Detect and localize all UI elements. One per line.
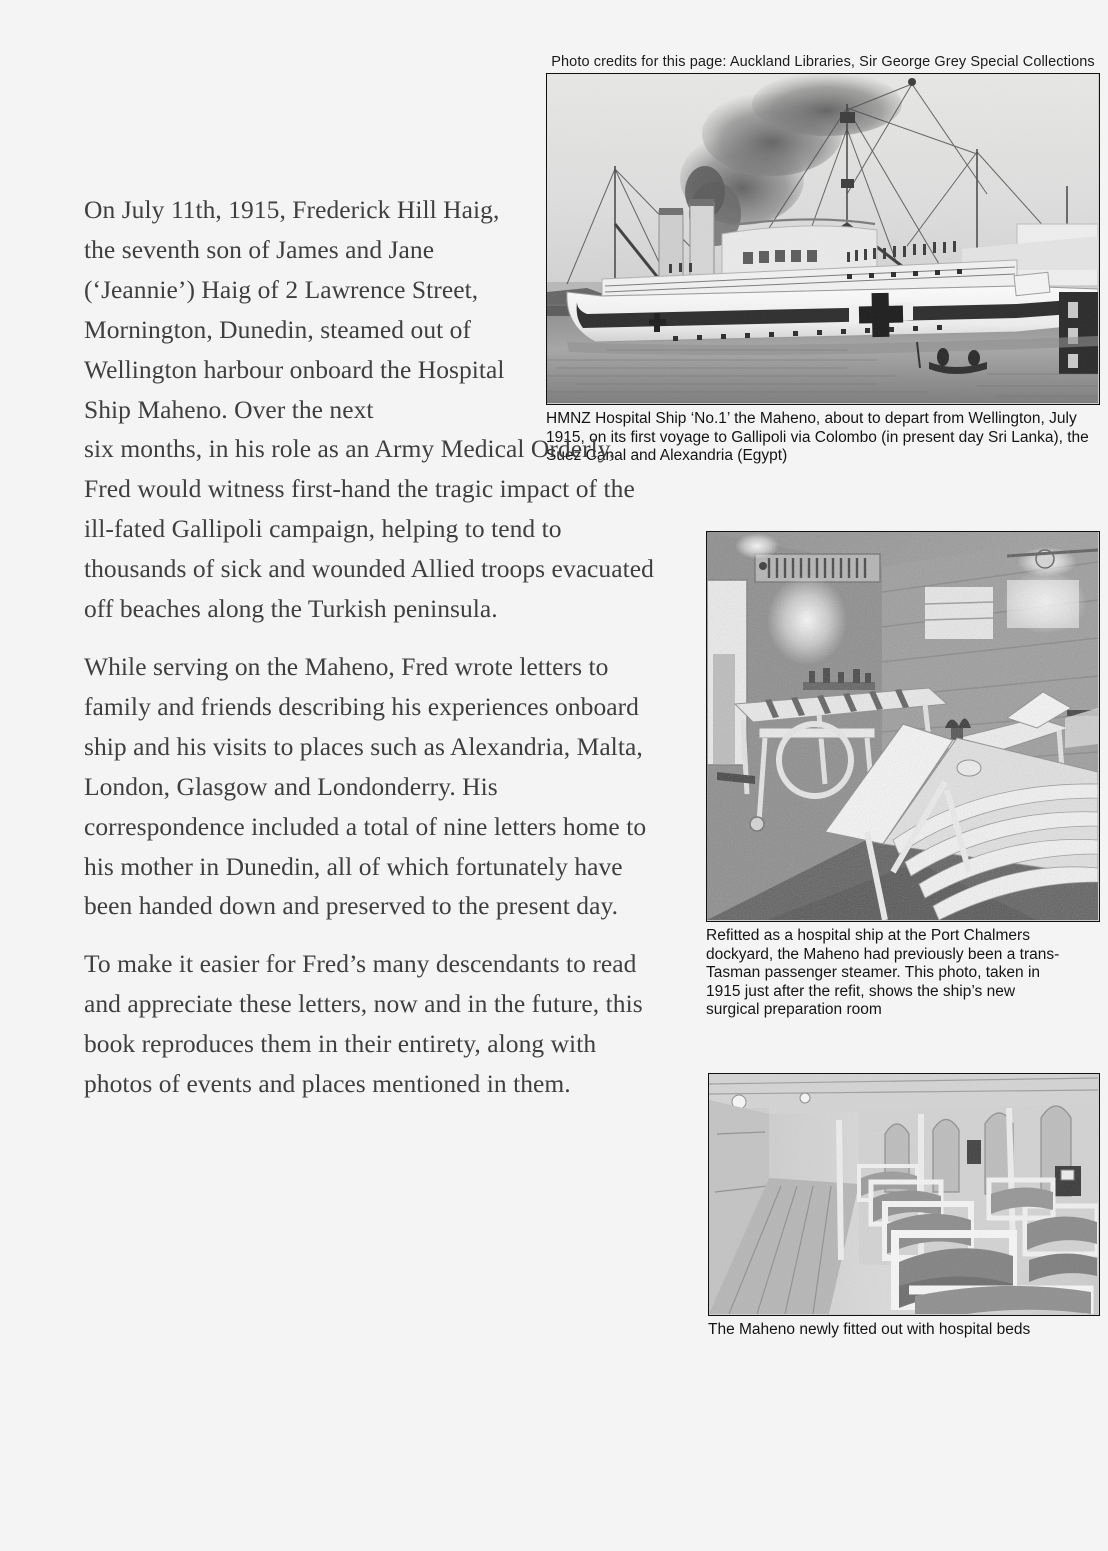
figure-surgical-room	[706, 531, 1100, 1020]
paragraph-intro-wide: six months, in his role as an Army Medical Orderly, Fred would witness first-hand the tragic impact of the ill-fated Gallipoli campaign, helping to tend to thousands of sick and wounded Allied troops evacuated off beaches along the Turkish peninsula.	[84, 434, 654, 624]
photo-credit-line: Photo credits for this page: Auckland Libraries, Sir George Grey Special Collections	[551, 54, 1095, 70]
paragraph-letters: While serving on the Maheno, Fred wrote letters to family and friends describing his experiences onboard ship and his visits to places such as Alexandria, Malta, London, Glasgow and Londonderry. His correspondence included a total of nine letters home to his mother in Dunedin, all of which fortunately have been handed down and preserved to the present day.	[84, 651, 647, 921]
figure-caption-hospital-ship: HMNZ Hospital Ship ‘No.1’ the Maheno, about to depart from Wellington, July 1915, on its first voyage to Gallipoli via Colombo (in present day Sri Lanka), the Suez Canal and Alexandria (Egypt)	[546, 410, 1089, 465]
surgical-preparation-room-photo	[706, 531, 1100, 922]
paragraph-intro	[84, 190, 664, 629]
body-text-column	[84, 190, 674, 1122]
paragraph-purpose: To make it easier for Fred’s many descendants to read and appreciate these letters, now and in the future, this book reproduces them in their entirety, along with photos of events and places mentioned in them.	[84, 949, 643, 1099]
hospital-ward-beds-photo	[708, 1073, 1100, 1316]
figure-caption-hospital-ward: The Maheno newly fitted out with hospital beds	[708, 1321, 1031, 1338]
figure-caption-surgical-room: Refitted as a hospital ship at the Port Chalmers dockyard, the Maheno had previously been a trans-Tasman passenger steamer. This photo, taken in 1915 just after the refit, shows the ship’s new surgical preparation room	[706, 927, 1060, 1019]
figure-hospital-ward	[708, 1073, 1100, 1340]
paragraph-intro-narrow: On July 11th, 1915, Frederick Hill Haig, the seventh son of James and Jane (‘Jeannie’) Haig of 2 Lawrence Street, Mornington, Dunedin, steamed out of Wellington harbour onboard the Hospital Ship Maheno. Over the next	[84, 195, 505, 424]
